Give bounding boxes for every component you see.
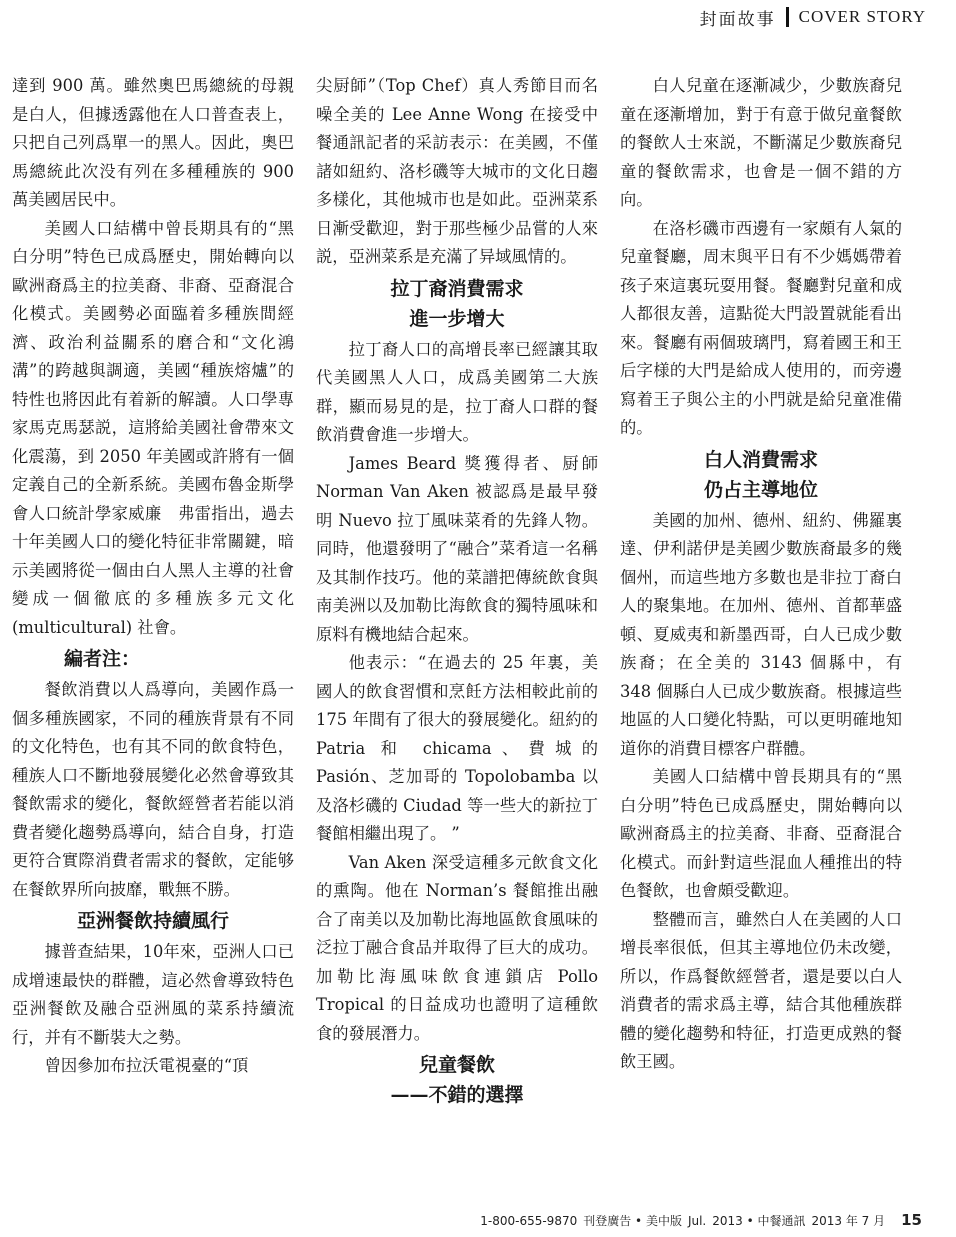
paragraph: James Beard 獎獲得者、厨師 Norman Van Aken 被認爲是最早發明 Nuevo 拉丁風味菜肴的先鋒人物。同時，他還發明了“融合”菜肴這一名稱及其制作技巧。他的菜譜把傳統飲食與南美洲以及加勒比海飲食的獨特風味和原料有機地結合起來。 (316, 453, 598, 644)
article-column-3 (620, 72, 902, 1077)
section-title-zh: 封面故事 (699, 9, 776, 30)
footer-date: 2013 年 7 月 (811, 1214, 886, 1228)
subheading-line: 拉丁裔消費需求 (390, 277, 524, 300)
subheading-line: 白人消費需求 (703, 448, 818, 471)
subheading-latin (316, 274, 598, 334)
subheading-kids (316, 1050, 598, 1110)
subheading-line: 進一步增大 (409, 307, 505, 330)
subheading-asia: 亞洲餐飲持續風行 (76, 910, 229, 932)
article-column-2 (316, 72, 598, 1112)
footer-publication: 2013 • 中餐通訊 (712, 1214, 806, 1228)
section-header (700, 4, 926, 30)
paragraph: 他表示：“在過去的 25 年裏，美國人的飲食習慣和烹飪方法相較此前的 175 年間有了很大的發展變化。紐約的 Patria 和 chicama、費城的 Pasión、芝加哥的 Topolobamba 以及洛杉磯的 Ciudad 等一些大的新拉丁餐館相繼出現了。 ” (316, 653, 598, 843)
paragraph: 美國人口結構中曾長期具有的“黑白分明”特色已成爲歷史，開始轉向以歐洲裔爲主的拉美裔、非裔、亞裔混合化模式。而針對這些混血人種推出的特色餐飲，也會頗受歡迎。 (620, 767, 902, 900)
paragraph: 據普查結果，10年來，亞洲人口已成增速最快的群體，這必然會導致特色亞洲餐飲及融合亞洲風的菜系持續流行，并有不斷裝大之勢。 (12, 942, 294, 1047)
page-footer (480, 1211, 922, 1229)
paragraph: 達到 900 萬。雖然奧巴馬總統的母親是白人，但據透露他在人口普查表上，只把自己列爲單一的黑人。因此，奧巴馬總統此次没有列在多種種族的 900 萬美國居民中。 (12, 76, 294, 209)
header-divider (786, 7, 789, 27)
subheading-line: 仍占主導地位 (703, 478, 818, 501)
section-title-en: COVER STORY (798, 7, 926, 26)
paragraph: 美國人口結構中曾長期具有的“黑白分明”特色已成爲歷史，開始轉向以歐洲裔爲主的拉美裔、非裔、亞裔混合化模式。美國勢必面臨着多種族間經濟、政治利益關系的磨合和“文化鴻溝”的跨越與調適，美國“種族熔爐”的特性也將因此有着新的解讀。人口學專家馬克馬瑟説，這將給美國社會帶來文化震蕩，到 2050 年美國或許將有一個定義自己的全新系統。美國布魯金斯學會人口統計學家威廉 弗雷指出，過去十年美國人口的變化特征非常關鍵，暗示美國將從一個由白人黑人主導的社會變成一個徹底的多種族多元文化 (multicultural) 社會。 (12, 218, 294, 637)
subheading-line: ——不錯的選擇 (390, 1084, 524, 1106)
subheading-white (620, 445, 902, 505)
footer-month: Jul. (687, 1214, 707, 1228)
page-number: 15 (901, 1211, 922, 1229)
paragraph: 餐飲消費以人爲導向，美國作爲一個多種族國家，不同的種族背景有不同的文化特色，也有其不同的飲食特色，種族人口不斷地發展變化必然會導致其餐飲需求的變化，餐飲經營者若能以消費者變化趨勢爲導向，結合自身，打造更符合實際消費者需求的餐飲，定能够在餐飲界所向披靡，戰無不勝。 (12, 680, 294, 899)
subheading-line: 兒童餐飲 (418, 1054, 495, 1076)
paragraph: 美國的加州、德州、紐約、佛羅裏達、伊利諾伊是美國少數族裔最多的幾個州，而這些地方多數也是非拉丁裔白人的聚集地。在加州、德州、首都華盛頓、夏威夷和新墨西哥，白人已成少數族裔；在全美的 3143 個縣中，有 348 個縣白人已成少數族裔。根據這些地區的人口變化特點，可以更明確地知道你的消費目標客户群體。 (620, 510, 902, 758)
paragraph: 在洛杉磯市西邊有一家頗有人氣的兒童餐廳，周末與平日有不少媽媽帶着孩子來這裏玩耍用餐。餐廳對兒童和成人都很友善，這點從大門設置就能看出來。餐廳有兩個玻璃門，寫着國王和王后字様的大門是給成人使用的，而旁邊寫着王子與公主的小門就是給兒童准備的。 (620, 218, 902, 437)
paragraph: Van Aken 深受這種多元飲食文化的熏陶。他在 Norman’s 餐館推出融合了南美以及加勒比海地區飲食風味的泛拉丁融合食品并取得了巨大的成功。加勒比海風味飲食連鎖店 Pollo Tropical 的日益成功也證明了這種飲食的發展潛力。 (316, 852, 598, 1043)
paragraph: 整體而言，雖然白人在美國的人口增長率很低，但其主導地位仍未改變，所以，作爲餐飲經營者，還是要以白人消費者的需求爲主導，結合其他種族群體的變化趨勢和特征，打造更成熟的餐飲王國。 (620, 909, 902, 1071)
paragraph: 拉丁裔人口的高增長率已經讓其取代美國黑人人口，成爲美國第二大族群，顯而易見的是，拉丁裔人口群的餐飲消費會進一步增大。 (316, 339, 598, 444)
editor-note-heading: 編者注： (64, 648, 141, 670)
footer-ad-label: 刊登廣告 • 美中版 (583, 1214, 682, 1228)
paragraph: 曾因參加布拉沃電視臺的“頂 (44, 1056, 249, 1075)
paragraph: 尖厨師”（Top Chef）真人秀節目而名噪全美的 Lee Anne Wong 在接受中餐通訊記者的采訪表示：在美國，不僅諸如紐約、洛杉磯等大城市的文化日趨多樣化，其他城市也是如此。亞洲菜系日漸受歡迎，對于那些極少品嘗的人來説，亞洲菜系是充滿了异域風情的。 (316, 76, 598, 266)
paragraph: 白人兒童在逐漸减少，少數族裔兒童在逐漸增加，對于有意于做兒童餐飲的餐飲人士來説，不斷滿足少數族裔兒童的餐飲需求，也會是一個不錯的方向。 (620, 76, 902, 209)
footer-phone: 1-800-655-9870 (480, 1214, 578, 1228)
article-column-1 (12, 72, 294, 1081)
